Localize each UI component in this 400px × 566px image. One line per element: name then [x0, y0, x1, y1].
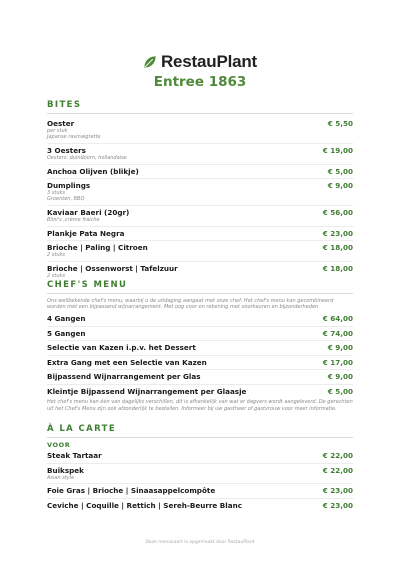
section-note: Het chef's menu kan één van dagelijks verschillen, dit is afhankelijk van wat er dagvers wordt aangeleverd. De gerechten uit het Chef's Menu zijn ook afzonderlijk te bestellen. Informeer bij uw gastheer of gastvrouw voor meer informatie. [47, 399, 353, 412]
menu-item [47, 262, 353, 282]
menu-item-row [47, 229, 353, 238]
menu-item-price: € 5,50 [327, 119, 353, 128]
menu-subtitle: Entree 1863 [153, 74, 247, 90]
menu-item-name: 5 Gangen [47, 328, 86, 338]
menu-item-price: € 19,00 [322, 145, 353, 155]
menu-item-row [47, 343, 353, 352]
menu-item-description: 2 stuks [47, 272, 66, 279]
menu-item-price: € 18,00 [322, 263, 353, 273]
section-intro: Ons wellbekende chef's menu, waarbij u de uitdaging aangaat met onze chef. Het chef's menu kan gecombineerd worden met een bijpassend wijnarrangement. Met oog voor en rekening met voorkeuren en bijzonderheden [47, 298, 334, 311]
menu-item [47, 165, 353, 180]
menu-item-price: € 18,00 [322, 243, 353, 253]
menu-item-name: 4 Gangen [47, 314, 86, 324]
menu-item-row [47, 146, 353, 155]
menu-item-price: € 23,00 [322, 228, 353, 238]
menu-item-row [47, 314, 353, 323]
menu-item-name: Steak Tartaar [47, 451, 102, 460]
menu-item-description: per stuk [47, 128, 68, 134]
menu-item [47, 327, 353, 342]
menu-item-price: € 23,00 [322, 500, 353, 510]
menu-item [47, 179, 353, 206]
menu-item-name: Kaviaar Baeri (20gr) [47, 208, 130, 218]
menu-item-name: Buikspek [47, 465, 84, 475]
section-title: BITES [47, 100, 353, 114]
menu-item-row [47, 119, 353, 128]
menu-item-name: Brioche | Paling | Citroen [47, 243, 148, 253]
menu-item-price: € 23,00 [322, 486, 353, 496]
menu-item [47, 499, 353, 513]
menu-item [47, 206, 353, 227]
menu-item [47, 484, 353, 499]
menu-item-name: Bijpassend Wijnarrangement per Glas [47, 372, 201, 382]
menu-item-name: Ceviche | Coquille | Rettich | Sereh-Beurre Blanc [47, 500, 242, 510]
menu-item-name: Dumplings [47, 181, 91, 191]
menu-item-description: 2 stuks [47, 252, 66, 259]
section-title: À LA CARTE [47, 424, 353, 438]
menu-item-row [47, 372, 353, 381]
menu-item-row [47, 451, 353, 460]
leaf-icon [143, 55, 157, 69]
menu-item [47, 227, 353, 242]
menu-item-name: Oester [47, 119, 75, 128]
menu-item-row [47, 387, 353, 396]
menu-item-row [47, 167, 353, 176]
subsection-title: VOOR [47, 441, 71, 449]
menu-item [47, 385, 353, 399]
menu-item [47, 117, 353, 144]
menu-header [0, 0, 400, 90]
chefs-menu-list [47, 312, 353, 398]
menu-item-row [47, 329, 353, 338]
brand-name: RestauPlant [160, 52, 258, 71]
section-bites [47, 100, 353, 282]
menu-item-name: Selectie van Kazen i.p.v. het Dessert [47, 343, 196, 353]
menu-item-name: Brioche | Ossenworst | Tafelzuur [47, 263, 178, 273]
menu-item-price: € 5,00 [327, 386, 353, 396]
menu-item [47, 356, 353, 371]
menu-item-row [47, 501, 353, 510]
menu-item [47, 341, 353, 356]
menu-item-name: Plankje Pata Negra [47, 228, 125, 238]
menu-item-price: € 22,00 [322, 465, 353, 475]
a-la-carte-list [47, 449, 353, 512]
menu-item-description: Asian style [47, 474, 75, 481]
menu-item-price: € 74,00 [322, 328, 353, 338]
menu-item-price: € 9,00 [327, 343, 353, 353]
menu-item-description: Japanse ravinaigrette [47, 134, 101, 141]
menu-item-description: Oesters: duindoorn, hollandaise [47, 154, 127, 161]
menu-item-name: Anchoa Olijven (blikje) [47, 166, 139, 176]
brand-logo [143, 52, 257, 72]
menu-item-price: € 22,00 [322, 451, 353, 460]
menu-item [47, 144, 353, 165]
menu-item [47, 312, 353, 327]
menu-item-price: € 64,00 [322, 314, 353, 324]
menu-item-row [47, 181, 353, 190]
footer-credit: Deze menukaart is opgemaakt door RestauPlant [145, 540, 255, 545]
menu-item-row [47, 208, 353, 217]
menu-item-name: 3 Oesters [47, 145, 86, 155]
section-title: CHEF'S MENU [47, 280, 353, 294]
menu-item-price: € 17,00 [322, 357, 353, 367]
menu-item-row [47, 358, 353, 367]
section-a-la-carte [47, 424, 353, 512]
menu-item-row [47, 264, 353, 273]
menu-item-name: Foie Gras | Brioche | Sinaasappelcompôte [47, 486, 216, 496]
menu-item [47, 370, 353, 385]
menu-item-row [47, 243, 353, 252]
bites-list [47, 117, 353, 282]
menu-item-row [47, 486, 353, 495]
menu-item [47, 464, 353, 485]
menu-item-price: € 5,00 [327, 166, 353, 176]
menu-item-row [47, 466, 353, 475]
menu-item-price: € 9,00 [327, 181, 353, 191]
menu-item [47, 449, 353, 464]
menu-item-price: € 9,00 [327, 372, 353, 382]
menu-item-description: 3 stuks [47, 190, 66, 197]
menu-item-name: Kleintje Bijpassend Wijnarrangement per Glaasje [47, 386, 247, 396]
menu-item [47, 241, 353, 262]
menu-item-description: Groenten, BBQ [47, 196, 85, 203]
menu-item-price: € 56,00 [322, 208, 353, 218]
section-chefs-menu [47, 280, 353, 414]
menu-item-name: Extra Gang met een Selectie van Kazen [47, 357, 207, 367]
menu-item-description: Blini's ,crème fraiche [47, 217, 100, 224]
